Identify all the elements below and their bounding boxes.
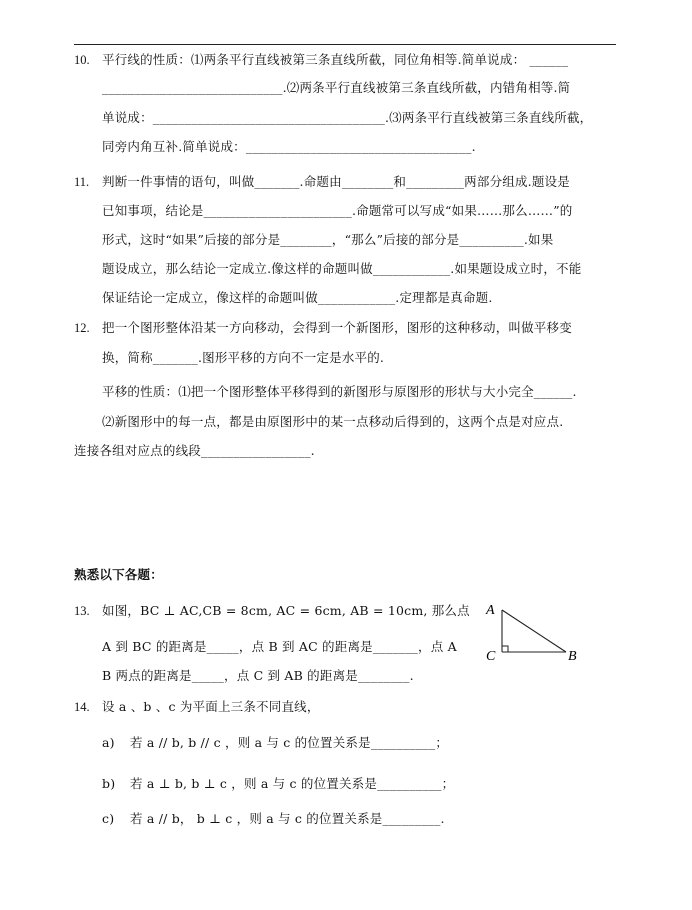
q12-line-1: 把一个图形整体沿某一方向移动，会得到一个新图形，图形的这种移动，叫做平移变 <box>102 320 572 335</box>
q12-number: 12. <box>74 321 90 335</box>
q14-line-1: 设 a 、b 、c 为平面上三条不同直线， <box>102 699 320 714</box>
q10-line-1: 平行线的性质：⑴两条平行直线被第三条直线所截，同位角相等.简单说成： ______ <box>102 52 569 67</box>
q10-line-2: ____________________________.⑵两条平行直线被第三条直线所截，内错角相等.简 <box>102 80 571 95</box>
q14-b-label: b) <box>102 776 116 791</box>
q13-number: 13. <box>74 604 90 618</box>
q12-line-5: 连接各组对应点的线段_________________. <box>74 443 315 458</box>
q12-line-2: 换，简称_______.图形平移的方向不一定是水平的. <box>102 350 385 365</box>
q11-line-4: 题设成立，那么结论一定成立.像这样的命题叫做____________.如果题设成立时，不能 <box>102 261 582 276</box>
q11-number: 11. <box>74 175 90 189</box>
vertex-a-label: A <box>486 603 495 618</box>
q13-line-1: 如图，BC ⊥ AC,CB = 8cm, AC = 6cm, AB = 10cm, 那么点 <box>102 603 470 618</box>
q14-number: 14. <box>74 700 90 714</box>
side-ab <box>502 610 566 652</box>
q14-a-label: a) <box>102 735 115 750</box>
vertex-b-label: B <box>568 649 577 664</box>
vertex-c-label: C <box>486 649 496 664</box>
q14-b-text: 若 a ⊥ b, b ⊥ c ，则 a 与 c 的位置关系是__________； <box>130 776 455 791</box>
header-rule <box>74 44 616 45</box>
q14-a-text: 若 a // b, b // c ，则 a 与 c 的位置关系是__________； <box>130 735 449 750</box>
q12-line-3: 平移的性质：⑴把一个图形整体平移得到的新图形与原图形的形状与大小完全______. <box>102 384 577 399</box>
q12-line-4: ⑵新图形中的每一点，都是由原图形中的某一点移动后得到的，这两个点是对应点. <box>102 414 564 429</box>
q11-line-3: 形式，这时“如果”后接的部分是________，“那么”后接的部分是__________.如果 <box>102 232 554 247</box>
q13-line-3: B 两点的距离是_____，点 C 到 AB 的距离是________. <box>102 668 414 683</box>
q10-number: 10. <box>74 53 90 67</box>
q14-c-text: 若 a // b， b ⊥ c ，则 a 与 c 的位置关系是_________. <box>130 811 445 826</box>
q14-c-label: c) <box>102 811 115 826</box>
q10-line-4: 同旁内角互补.简单说成：___________________________________. <box>102 139 476 154</box>
q10-line-3: 单说成：____________________________________.⑶两条平行直线被第三条直线所截， <box>102 110 593 125</box>
q11-line-5: 保证结论一定成立，像这样的命题叫做____________.定理都是真命题. <box>102 290 493 305</box>
section-title: 熟悉以下各题： <box>74 567 163 582</box>
right-angle-mark <box>502 646 508 652</box>
q13-line-2: A 到 BC 的距离是_____，点 B 到 AC 的距离是_______，点 A <box>102 639 457 654</box>
q11-line-2: 已知事项，结论是_______________________.命题常可以写成“如果……那么……”的 <box>102 203 573 218</box>
q11-line-1: 判断一件事情的语句，叫做_______.命题由________和_________两部分组成.题设是 <box>102 174 570 189</box>
triangle-figure <box>480 598 590 664</box>
